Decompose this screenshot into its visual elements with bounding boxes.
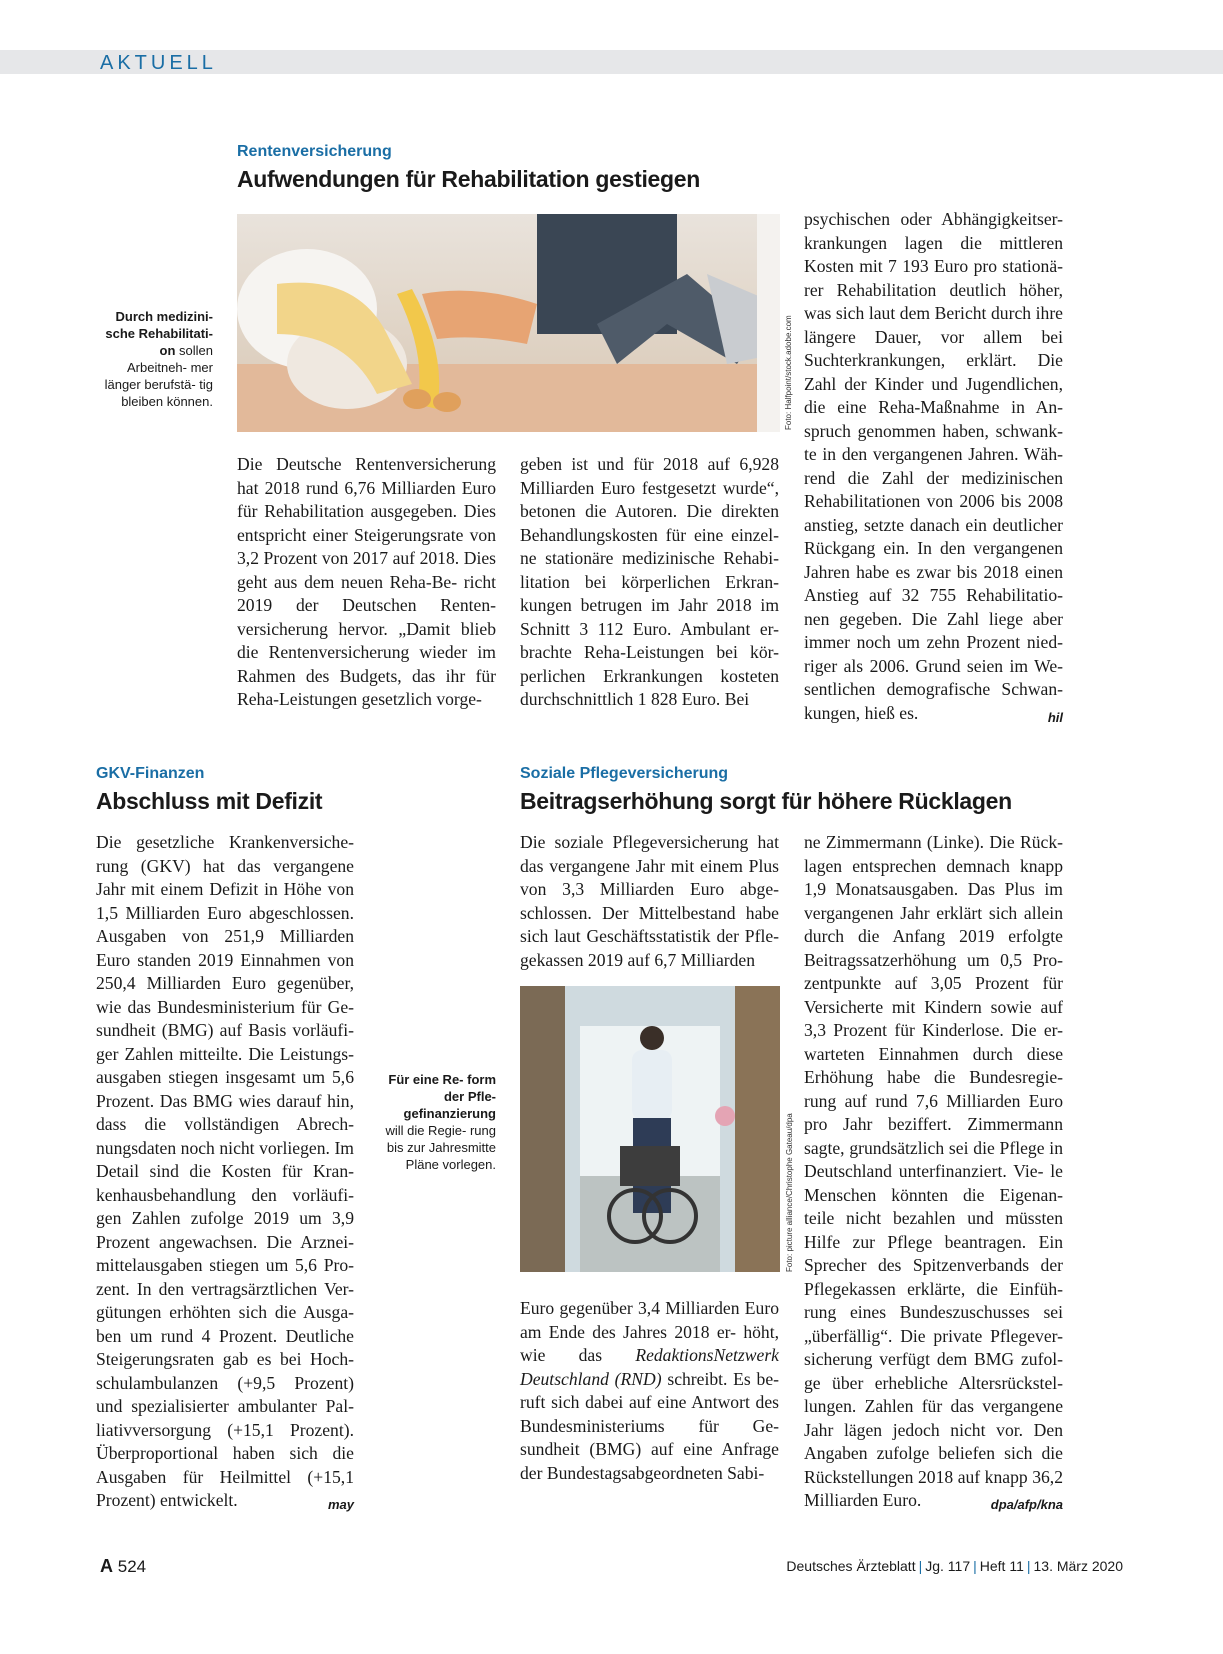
separator: | bbox=[1026, 1558, 1031, 1574]
article3-text-a: Euro gegenüber 3,4 Milliarden Euro am Ende des Jahres 2018 er- höht, wie das bbox=[520, 1298, 779, 1365]
article1-byline: hil bbox=[1047, 709, 1063, 725]
journal-volume: Jg. 117 bbox=[925, 1558, 971, 1574]
separator: | bbox=[918, 1558, 923, 1574]
article2-body bbox=[96, 831, 354, 1517]
article1-photo-caption bbox=[100, 308, 213, 410]
article3-headline: Beitragserhöhung sorgt für höhere Rücklagen bbox=[520, 788, 1012, 814]
article1-photo-credit: Foto: Halfpoint/stock.adobe.com bbox=[784, 315, 793, 430]
rehab-photo-illustration bbox=[237, 214, 780, 432]
article3-column-2 bbox=[804, 831, 1063, 1517]
article2-kicker: GKV-Finanzen bbox=[96, 765, 205, 782]
journal-date: 13. März 2020 bbox=[1033, 1558, 1123, 1574]
journal-info bbox=[786, 1558, 1123, 1574]
care-photo-illustration bbox=[520, 986, 780, 1272]
page-prefix: A bbox=[100, 1556, 113, 1576]
article1-column-3-text: psychischen oder Abhängigkeitser- krankungen lagen die mittleren Kosten mit 7 193 Euro pro stationä- rer Rehabilitation deutlich höher, was sich laut dem Bericht durch ihre längere Dauer, vor allem bei Suchterkrankungen, erklärt. Die Zahl der Kinder und Jugendlichen, die eine Reha-Maßnahme in An- spruch genommen haben, schwank- te in den vergangenen Jahren. Wäh- rend die Zahl der medizinischen Rehabilitationen von 2006 bis 2008 anstieg, setzte danach ein deutlicher Rückgang ein. In den vergangenen Jahren habe es zwar bis 2018 einen Anstieg auf 32 755 Rehabilitatio- nen gegeben. Die Zahl liege aber immer noch um zehn Prozent nied- riger als 2006. Grund seien im We- sentlichen demografische Schwan- kungen, hieß es. bbox=[804, 209, 1063, 723]
care-photo bbox=[520, 986, 780, 1272]
article1-kicker: Rentenversicherung bbox=[237, 143, 392, 160]
caption-text: sollen Arbeitneh- mer länger berufstä- tig bleiben können. bbox=[104, 343, 213, 409]
article1-column-1: Die Deutsche Rentenversicherung hat 2018 rund 6,76 Milliarden Euro für Rehabilitation ausgegeben. Dies entspricht einer Steigerungsrate von 3,2 Prozent von 2017 auf 2018. Dies geht aus dem neuen Reha-Be- richt 2019 der Deutschen Renten- versicherung hervor. „Damit blieb die Rentenversicherung wieder im Rahmen des Budgets, das ihr für Reha-Leistungen gesetzlich vorge- bbox=[237, 454, 496, 709]
article1-column-2: geben ist und für 2018 auf 6,928 Milliarden Euro festgesetzt wurde“, betonen die Autoren. Die direkten Behandlungskosten für eine einzel- ne stationäre medizinische Rehabi- litation bei körperlichen Erkran- kungen betrugen im Jahr 2018 im Schnitt 3 112 Euro. Ambulant er- brachte Reha-Leistungen bei kör- perlichen Erkrankungen kosteten durchschnittlich 1 828 Euro. Bei bbox=[520, 454, 779, 709]
page-number-value: 524 bbox=[117, 1557, 147, 1576]
article3-photo-credit: Foto: picture alliance/Christophe Gateau/dpa bbox=[785, 1113, 794, 1272]
article3-text-b: schreibt. Es be- ruft sich dabei auf eine Antwort des Bundesministeriums für Ge- sundheit (BMG) auf eine Anfrage der Bundestagsabgeordneten Sabi- bbox=[520, 1368, 779, 1483]
article3-photo-caption bbox=[382, 1071, 496, 1173]
caption-text: will die Regie- rung bis zur Jahresmitte Pläne vorlegen. bbox=[385, 1123, 496, 1172]
rehab-photo bbox=[237, 214, 780, 432]
separator: | bbox=[973, 1558, 977, 1574]
article3-kicker: Soziale Pflegeversicherung bbox=[520, 765, 729, 782]
caption-bold: Durch medizini- sche Rehabilitati- on bbox=[105, 309, 213, 358]
article3-column-1-bottom bbox=[520, 1297, 779, 1485]
article1-column-3 bbox=[804, 208, 1063, 729]
journal-issue: Heft 11 bbox=[979, 1558, 1024, 1574]
article2-body-text: Die gesetzliche Krankenversiche- rung (GKV) hat das vergangene Jahr mit einem Defizit in Höhe von 1,5 Milliarden Euro abgeschlossen. Ausgaben von 251,9 Milliarden Euro standen 2019 Einnahmen von 250,4 Milliarden Euro gegenüber, wie das Bundesministerium für Ge- sundheit (BMG) auf Basis vorläufi- ger Zahlen mitteilte. Die Leistungs- ausgaben stiegen insgesamt um 5,6 Prozent. Das BMG wies darauf hin, dass die vollständigen Abrech- nungsdaten noch nicht vorliegen. Im Detail sind die Kosten für Kran- kenhausbehandlung den vorläufi- gen Zahlen zufolge 2019 um 3,9 Prozent angewachsen. Die Arznei- mittelausgaben stiegen um 5,6 Pro- zent. In den vertragsärztlichen Ver- gütungen erhöhten sich die Ausga- ben um rund 4 Prozent. Deutliche Steigerungsraten gab es bei Hoch- schulambulanzen (+9,5 Prozent) und spezialisierter ambulanter Pal- liativversorgung (+15,1 Prozent). Überproportional haben sich die Ausgaben für Heilmittel (+15,1 Prozent) entwickelt. bbox=[96, 832, 354, 1510]
caption-bold: Für eine Re- form der Pfle- gefinanzierung bbox=[388, 1072, 496, 1121]
article1-headline: Aufwendungen für Rehabilitation gestiegen bbox=[237, 166, 701, 192]
article2-headline: Abschluss mit Defizit bbox=[96, 788, 323, 814]
article3-byline: dpa/afp/kna bbox=[990, 1497, 1063, 1512]
section-label: AKTUELL bbox=[100, 52, 217, 74]
page-number bbox=[100, 1556, 146, 1577]
journal-name: Deutsches Ärzteblatt bbox=[786, 1558, 916, 1574]
article2-byline: may bbox=[327, 1497, 354, 1512]
article3-column-2-text: ne Zimmermann (Linke). Die Rück- lagen entsprechen demnach knapp 1,9 Monatsausgaben. Das Plus im vergangenen Jahr erklärt sich allein durch die Anfang 2019 erfolgte Beitragssatzerhöhung um 0,5 Pro- zentpunkte auf 3,05 Prozent für Versicherte mit Kindern sowie auf 3,3 Prozent für Kinderlose. Die er- warteten Einnahmen durch diese Erhöhung habe die Bundesregie- rung auf rund 7,6 Milliarden Euro pro Jahr beziffert. Zimmermann sagte, grundsätzlich sei die Pflege in Deutschland unterfinanziert. Vie- le Menschen könnten die Eigenan- teile nicht bezahlen und müssten Hilfe zur Pflege beantragen. Ein Sprecher des Spitzenverbands der Pflegekassen erklärte, die Einfüh- rung eines Bundeszuschusses sei „überfällig“. Die private Pflegever- sicherung verfügt dem BMG zufol- ge über erhebliche Altersrückstel- lungen. Zahlen für das vergangene Jahr lägen jedoch nicht vor. Den Angaben zufolge beliefen sich die Rückstellungen 2018 auf knapp 36,2 Milliarden Euro. bbox=[804, 832, 1063, 1510]
article3-column-1-top: Die soziale Pflegeversicherung hat das vergangene Jahr mit einem Plus von 3,3 Milliarden Euro abge- schlossen. Der Mittelbestand habe sich laut Geschäftsstatistik der Pfle- gekassen 2019 auf 6,7 Milliarden bbox=[520, 832, 779, 970]
article3-text-italic: RedaktionsNetzwerk Deutschland (RND) bbox=[520, 1345, 779, 1389]
